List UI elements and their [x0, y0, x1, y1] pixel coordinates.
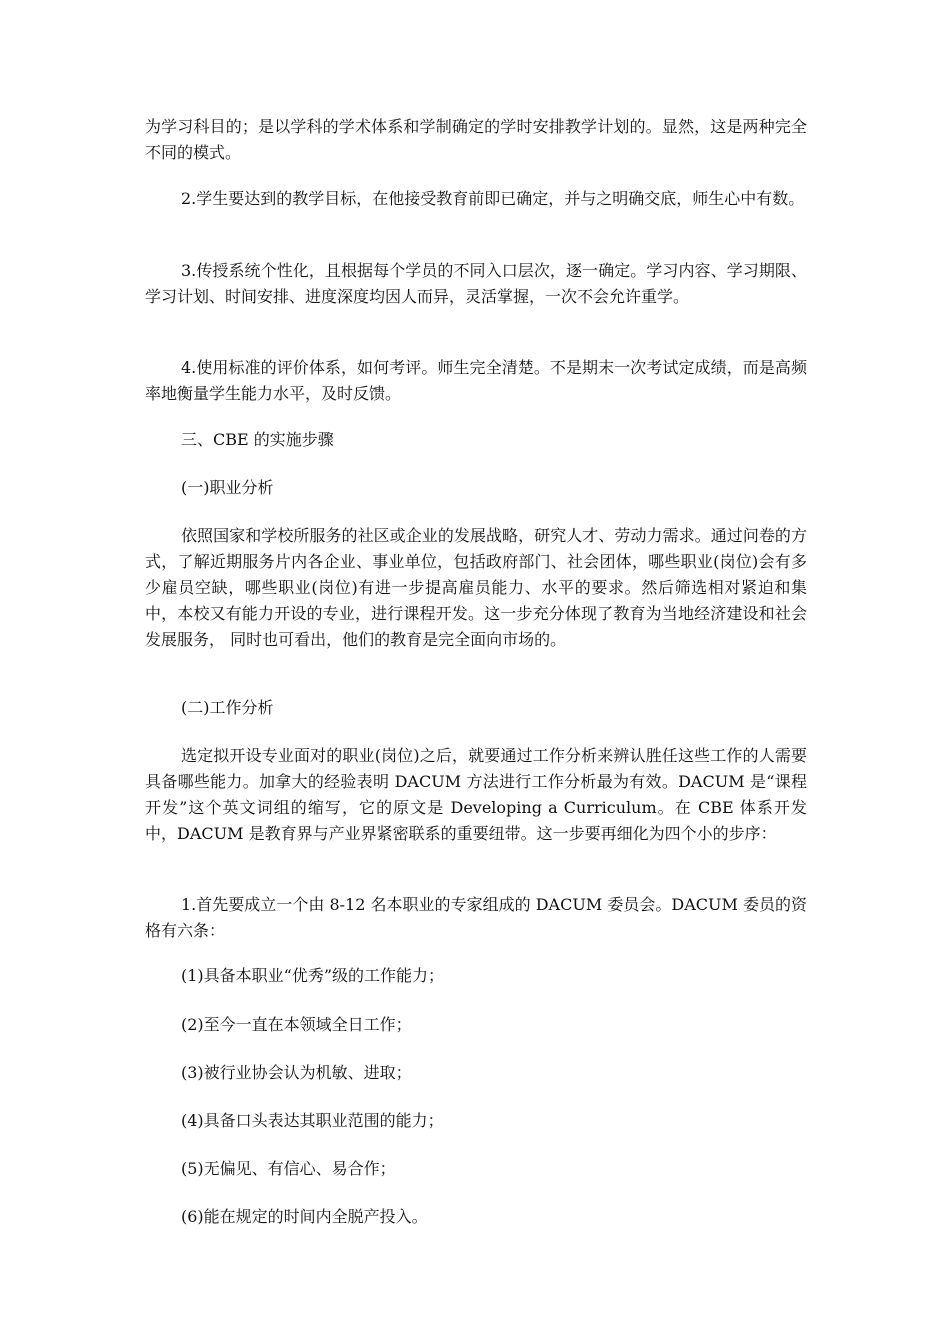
paragraph-point-3: 3.传授系统个性化，且根据每个学员的不同入口层次，逐一确定。学习内容、学习期限、学习计划、时间安排、进度深度均因人而异，灵活掌握，一次不会允许重学。	[145, 261, 807, 306]
paragraph-point-4: 4.使用标准的评价体系，如何考评。师生完全清楚。不是期末一次考试定成绩，而是高频率地衡量学生能力水平，及时反馈。	[145, 358, 807, 403]
subheading-occupation-analysis: (一)职业分析	[181, 478, 274, 497]
list-item-qualification-3: (3)被行业协会认为机敏、进取；	[181, 1063, 412, 1082]
paragraph-dacum-committee: 1.首先要成立一个由 8-12 名本职业的专家组成的 DACUM 委员会。DACUM 委员的资格有六条：	[145, 895, 807, 940]
list-item-qualification-2: (2)至今一直在本领域全日工作；	[181, 1015, 412, 1034]
list-item-qualification-5: (5)无偏见、有信心、易合作；	[181, 1159, 396, 1178]
paragraph-job-analysis: 选定拟开设专业面对的职业(岗位)之后，就要通过工作分析来辨认胜任这些工作的人需要具备哪些能力。加拿大的经验表明 DACUM 方法进行工作分析最为有效。DACUM 是“课程开发”这个英文词组的缩写，它的原文是 Developing a Curriculum。在 CBE 体系开发中，DACUM 是教育界与产业界紧密联系的重要纽带。这一步要再细化为四个小的步序：	[145, 746, 807, 843]
paragraph-continuation: 为学习科目的；是以学科的学术体系和学制确定的学时安排教学计划的。显然，这是两种完全不同的模式。	[145, 117, 807, 162]
paragraph-point-2: 2.学生要达到的教学目标，在他接受教育前即已确定，并与之明确交底，师生心中有数。	[181, 189, 805, 208]
list-item-qualification-4: (4)具备口头表达其职业范围的能力；	[181, 1111, 444, 1130]
section-heading-cbe-steps: 三、CBE 的实施步骤	[181, 430, 334, 449]
subheading-job-analysis: (二)工作分析	[181, 698, 274, 717]
list-item-qualification-1: (1)具备本职业“优秀”级的工作能力；	[181, 966, 445, 985]
list-item-qualification-6: (6)能在规定的时间内全脱产投入。	[181, 1207, 428, 1226]
paragraph-occupation-analysis: 依照国家和学校所服务的社区或企业的发展战略，研究人才、劳动力需求。通过问卷的方式，了解近期服务片内各企业、事业单位，包括政府部门、社会团体，哪些职业(岗位)会有多少雇员空缺，哪些职业(岗位)有进一步提高雇员能力、水平的要求。然后筛选相对紧迫和集中，本校又有能力开设的专业，进行课程开发。这一步充分体现了教育为当地经济建设和社会发展服务， 同时也可看出，他们的教育是完全面向市场的。	[145, 526, 807, 649]
